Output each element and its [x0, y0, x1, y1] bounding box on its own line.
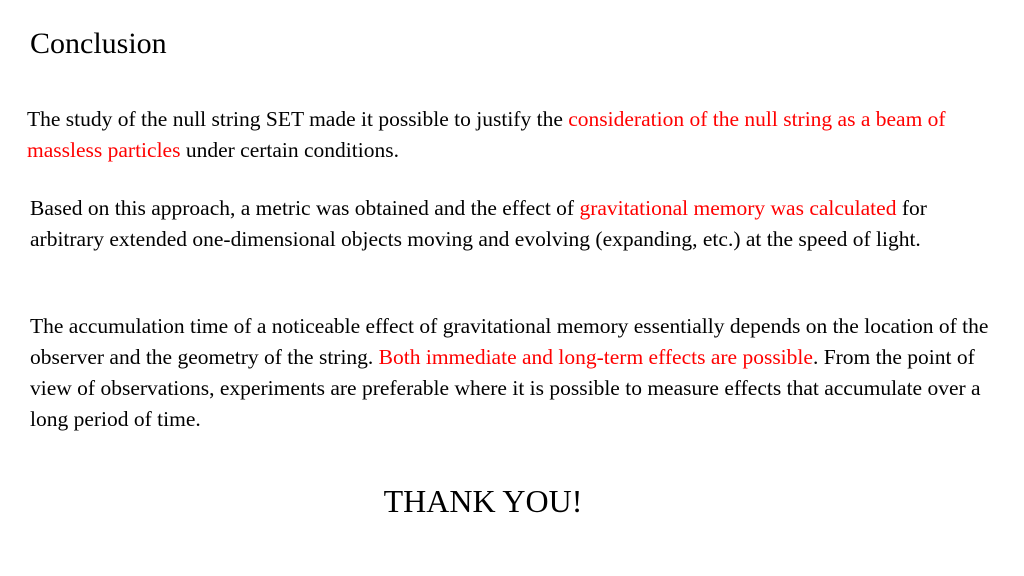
slide-title: Conclusion [30, 27, 167, 60]
thank-you-text: THANK YOU! [383, 483, 583, 519]
conclusion-paragraph-3 [30, 311, 1005, 435]
paragraph-1-highlight: consideration of the null string as a beam of massless particles [27, 107, 946, 162]
paragraph-3-highlight: Both immediate and long-term effects are possible [378, 345, 813, 369]
paragraph-3-text-after: . From the point of view of observations, experiments are preferable where it is possible to measure effects that accumulate over a long period of time. [30, 345, 981, 431]
paragraph-3-text-before: The accumulation time of a noticeable effect of gravitational memory essentially depends on the location of the observer and the geometry of the string. [30, 314, 989, 369]
conclusion-paragraph-1 [27, 104, 1002, 166]
conclusion-paragraph-2 [30, 193, 1005, 255]
paragraph-1-text-after: under certain conditions. [180, 138, 399, 162]
paragraph-2-text-before: Based on this approach, a metric was obtained and the effect of [30, 196, 580, 220]
paragraph-2-highlight: gravitational memory was calculated [579, 196, 897, 220]
paragraph-2-text-after: for arbitrary extended one-dimensional objects moving and evolving (expanding, etc.) at the speed of light. [30, 196, 927, 251]
paragraph-1-text-before: The study of the null string SET made it possible to justify the [27, 107, 569, 131]
